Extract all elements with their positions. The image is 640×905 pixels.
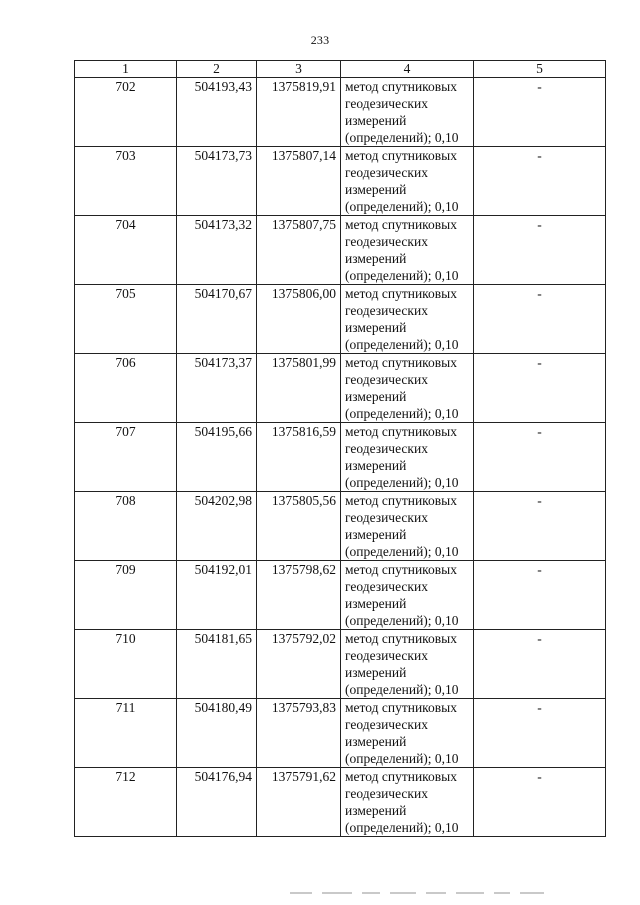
note-cell: -: [474, 768, 606, 837]
note-cell: -: [474, 492, 606, 561]
method-line: геодезических: [345, 372, 428, 387]
method-line: геодезических: [345, 579, 428, 594]
header-col-1: 1: [75, 61, 177, 78]
x-coordinate-cell: 504173,32: [177, 216, 257, 285]
method-line: измерений: [345, 596, 407, 611]
method-line: метод спутниковых: [345, 355, 457, 370]
table-row: [75, 561, 606, 630]
method-line: геодезических: [345, 510, 428, 525]
method-line: измерений: [345, 251, 407, 266]
x-coordinate-cell: 504180,49: [177, 699, 257, 768]
method-line: метод спутниковых: [345, 217, 457, 232]
note-cell: -: [474, 354, 606, 423]
page-number: 233: [310, 33, 330, 47]
x-coordinate-cell: 504192,01: [177, 561, 257, 630]
x-coordinate-cell: 504170,67: [177, 285, 257, 354]
method-line: измерений: [345, 803, 407, 818]
method-line: измерений: [345, 182, 407, 197]
x-coordinate-cell: 504173,37: [177, 354, 257, 423]
method-line: метод спутниковых: [345, 79, 457, 94]
method-line: метод спутниковых: [345, 493, 457, 508]
y-coordinate-cell: 1375807,75: [257, 216, 341, 285]
method-line: геодезических: [345, 717, 428, 732]
method-accuracy-cell: [341, 354, 474, 423]
y-coordinate-cell: 1375793,83: [257, 699, 341, 768]
method-line: (определений); 0,10: [345, 268, 459, 283]
table-row: [75, 78, 606, 147]
point-number-cell: 703: [75, 147, 177, 216]
method-line: измерений: [345, 320, 407, 335]
method-line: метод спутниковых: [345, 562, 457, 577]
footer-scan-marks: [290, 892, 610, 896]
point-number-cell: 702: [75, 78, 177, 147]
point-number-cell: 708: [75, 492, 177, 561]
y-coordinate-cell: 1375806,00: [257, 285, 341, 354]
method-line: (определений); 0,10: [345, 613, 459, 628]
method-line: измерений: [345, 458, 407, 473]
table-row: [75, 147, 606, 216]
x-coordinate-cell: 504173,73: [177, 147, 257, 216]
point-number-cell: 709: [75, 561, 177, 630]
note-cell: -: [474, 147, 606, 216]
method-accuracy-cell: [341, 630, 474, 699]
coordinates-table: [74, 60, 606, 837]
table-row: [75, 768, 606, 837]
method-line: метод спутниковых: [345, 700, 457, 715]
x-coordinate-cell: 504181,65: [177, 630, 257, 699]
x-coordinate-cell: 504176,94: [177, 768, 257, 837]
method-line: геодезических: [345, 786, 428, 801]
note-cell: -: [474, 699, 606, 768]
method-line: измерений: [345, 527, 407, 542]
method-line: (определений); 0,10: [345, 199, 459, 214]
method-line: (определений); 0,10: [345, 544, 459, 559]
method-accuracy-cell: [341, 78, 474, 147]
method-line: измерений: [345, 113, 407, 128]
note-cell: -: [474, 78, 606, 147]
table-row: [75, 699, 606, 768]
table-row: [75, 492, 606, 561]
y-coordinate-cell: 1375807,14: [257, 147, 341, 216]
y-coordinate-cell: 1375801,99: [257, 354, 341, 423]
y-coordinate-cell: 1375798,62: [257, 561, 341, 630]
table-row: [75, 285, 606, 354]
method-accuracy-cell: [341, 216, 474, 285]
table-row: [75, 354, 606, 423]
method-line: метод спутниковых: [345, 148, 457, 163]
method-line: (определений); 0,10: [345, 475, 459, 490]
point-number-cell: 712: [75, 768, 177, 837]
header-col-5: 5: [474, 61, 606, 78]
method-line: (определений); 0,10: [345, 682, 459, 697]
method-line: геодезических: [345, 234, 428, 249]
method-line: (определений); 0,10: [345, 406, 459, 421]
table-row: [75, 216, 606, 285]
x-coordinate-cell: 504193,43: [177, 78, 257, 147]
note-cell: -: [474, 216, 606, 285]
point-number-cell: 706: [75, 354, 177, 423]
table-row: [75, 423, 606, 492]
y-coordinate-cell: 1375792,02: [257, 630, 341, 699]
y-coordinate-cell: 1375791,62: [257, 768, 341, 837]
x-coordinate-cell: 504195,66: [177, 423, 257, 492]
method-line: метод спутниковых: [345, 286, 457, 301]
method-line: (определений); 0,10: [345, 820, 459, 835]
method-accuracy-cell: [341, 285, 474, 354]
header-col-3: 3: [257, 61, 341, 78]
header-row: [75, 61, 606, 78]
method-line: метод спутниковых: [345, 424, 457, 439]
method-accuracy-cell: [341, 492, 474, 561]
table-row: [75, 630, 606, 699]
x-coordinate-cell: 504202,98: [177, 492, 257, 561]
note-cell: -: [474, 561, 606, 630]
y-coordinate-cell: 1375816,59: [257, 423, 341, 492]
table-body: [75, 78, 606, 837]
method-accuracy-cell: [341, 768, 474, 837]
method-line: метод спутниковых: [345, 769, 457, 784]
header-col-2: 2: [177, 61, 257, 78]
note-cell: -: [474, 423, 606, 492]
y-coordinate-cell: 1375819,91: [257, 78, 341, 147]
method-line: геодезических: [345, 165, 428, 180]
table-header: [75, 61, 606, 78]
method-line: (определений); 0,10: [345, 130, 459, 145]
method-accuracy-cell: [341, 423, 474, 492]
method-line: геодезических: [345, 648, 428, 663]
method-line: геодезических: [345, 303, 428, 318]
method-accuracy-cell: [341, 561, 474, 630]
method-line: измерений: [345, 734, 407, 749]
note-cell: -: [474, 630, 606, 699]
method-line: геодезических: [345, 96, 428, 111]
point-number-cell: 711: [75, 699, 177, 768]
point-number-cell: 710: [75, 630, 177, 699]
method-accuracy-cell: [341, 699, 474, 768]
method-line: (определений); 0,10: [345, 751, 459, 766]
point-number-cell: 704: [75, 216, 177, 285]
method-line: (определений); 0,10: [345, 337, 459, 352]
header-col-4: 4: [341, 61, 474, 78]
y-coordinate-cell: 1375805,56: [257, 492, 341, 561]
note-cell: -: [474, 285, 606, 354]
method-line: измерений: [345, 665, 407, 680]
point-number-cell: 707: [75, 423, 177, 492]
method-line: метод спутниковых: [345, 631, 457, 646]
method-line: геодезических: [345, 441, 428, 456]
point-number-cell: 705: [75, 285, 177, 354]
method-accuracy-cell: [341, 147, 474, 216]
method-line: измерений: [345, 389, 407, 404]
